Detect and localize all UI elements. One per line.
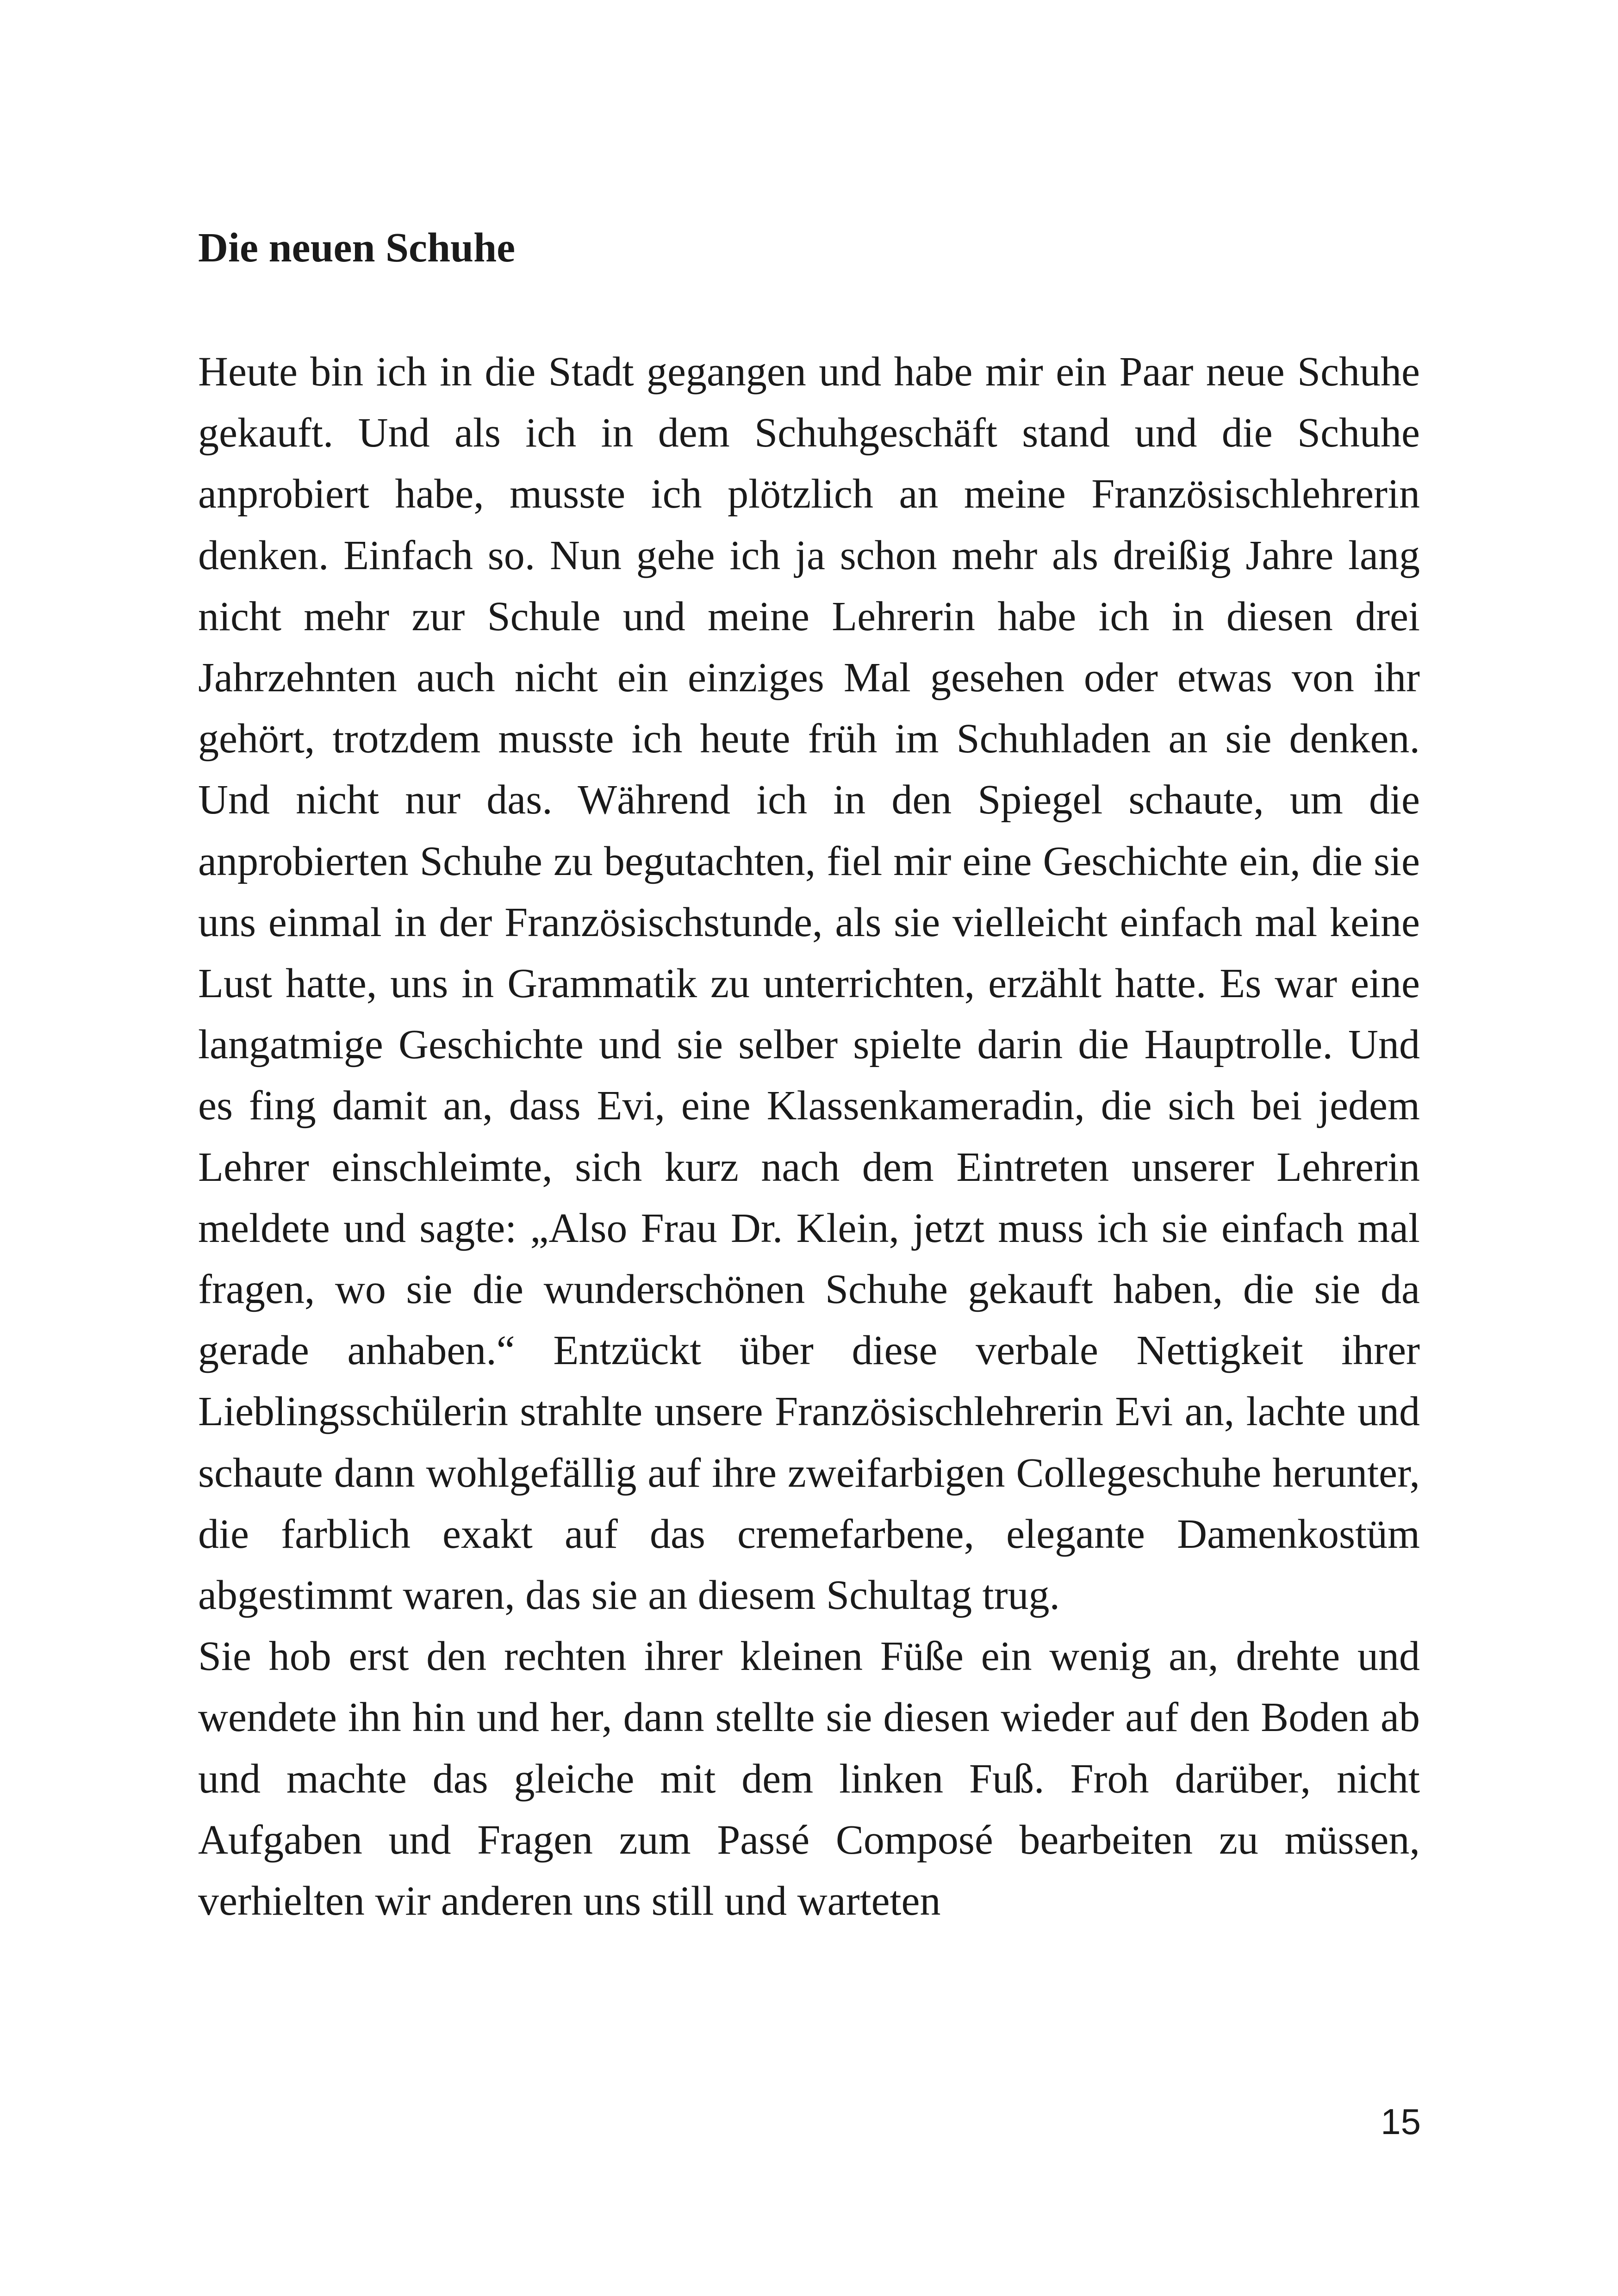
body-text [198,341,1420,1932]
page-number: 15 [1381,2101,1421,2142]
paragraph: Heute bin ich in die Stadt gegangen und habe mir ein Paar neue Schuhe gekauft. Und als ich in dem Schuhgeschäft stand und die Schuhe anprobiert habe, musste ich plötzlich an meine Französischlehrerin denken. Einfach so. Nun gehe ich ja schon mehr als dreißig Jahre lang nicht mehr zur Schule und meine Lehrerin habe ich in diesen drei Jahrzehnten auch nicht ein einziges Mal gesehen oder etwas von ihr gehört, trotzdem musste ich heute früh im Schuhladen an sie denken. Und nicht nur das. Während ich in den Spiegel schaute, um die anprobierten Schuhe zu begutachten, fiel mir eine Geschichte ein, die sie uns einmal in der Französischstunde, als sie vielleicht einfach mal keine Lust hatte, uns in Grammatik zu unterrichten, erzählt hatte. Es war eine langatmige Geschichte und sie selber spielte darin die Hauptrolle. Und es fing damit an, dass Evi, eine Klassenkameradin, die sich bei jedem Lehrer einschleimte, sich kurz nach dem Eintreten unserer Lehrerin meldete und sagte: „Also Frau Dr. Klein, jetzt muss ich sie einfach mal fragen, wo sie die wunderschönen Schuhe gekauft haben, die sie da gerade anhaben.“ Entzückt über diese verbale Nettigkeit ihrer Lieblingsschülerin strahlte unsere Französischlehrerin Evi an, lachte und schaute dann wohlgefällig auf ihre zweifarbigen Collegeschuhe herunter, die farblich exakt auf das cremefarbene, elegante Damenkostüm abgestimmt waren, das sie an diesem Schultag trug. [198,349,1420,1619]
page-title: Die neuen Schuhe [198,225,516,271]
page-content [198,217,1420,1932]
paragraph: Sie hob erst den rechten ihrer kleinen Füße ein wenig an, drehte und wendete ihn hin und her, dann stellte sie diesen wieder auf den Boden ab und machte das gleiche mit dem linken Fuß. Froh darüber, nicht Aufgaben und Fragen zum Passé Composé bearbeiten zu müssen, verhielten wir anderen uns still und warteten [198,1633,1420,1924]
